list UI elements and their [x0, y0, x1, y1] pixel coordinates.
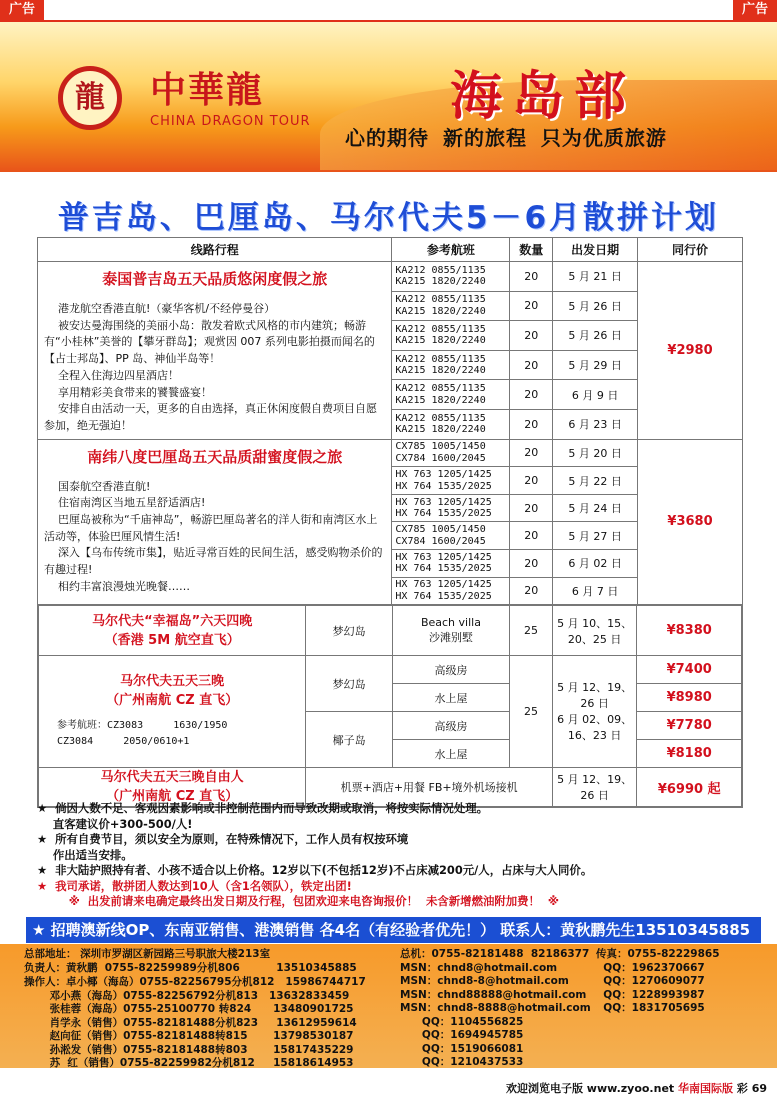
ad-label-left: 广告: [0, 0, 44, 20]
package-title: 马尔代夫五天三晚自由人: [100, 770, 244, 786]
outbound-flight: HX 763 1205/1425: [395, 496, 492, 508]
return-flight: HX 764 1535/2025: [395, 508, 492, 520]
department-title: 海岛部: [450, 66, 637, 127]
island-name: 梦幻岛: [306, 606, 392, 656]
outbound-flight: KA212 0855/1135: [395, 412, 486, 424]
maldives-5d3n-package: [39, 656, 306, 768]
date-line: 5 月 12、19、: [557, 680, 633, 694]
flight-cell: [392, 550, 510, 578]
notes-section: [37, 801, 757, 910]
departure-date: 5 月 29 日: [553, 350, 638, 380]
maldives-group: [38, 605, 743, 808]
outbound-flight: KA212 0855/1135: [395, 353, 486, 365]
package-price: ¥2980: [638, 262, 743, 440]
package-subtitle: （香港 5M 航空直飞）: [104, 632, 240, 648]
return-flight: HX 764 1535/2025: [395, 480, 492, 492]
package-price: ¥6990 起: [637, 768, 742, 807]
note-item: ※ 出发前请来电确定最终出发日期及行程，包团欢迎来电咨询报价！ 未含新增燃油附加费！ ※: [37, 894, 559, 908]
slogan: 心的期待 新的旅程 只为优质旅游: [345, 126, 667, 150]
room-type: 高级房: [392, 712, 509, 740]
flight-cell: [392, 439, 510, 467]
bali-package: [38, 439, 392, 605]
brand-name-cn: 中華龍: [150, 69, 265, 111]
flight-cell: [392, 321, 510, 351]
outbound-flight: KA212 0855/1135: [395, 383, 486, 395]
package-price: ¥8380: [637, 606, 742, 656]
table-row: [38, 605, 743, 808]
reference-flights: [39, 718, 305, 750]
return-flight: KA215 1820/2240: [395, 424, 486, 436]
hq-address: 总部地址： 深圳市罗湖区新园路三号职旅大楼213室: [24, 948, 271, 960]
package-price: ¥7400: [637, 656, 742, 684]
quantity: 20: [510, 321, 553, 351]
itinerary-table: [37, 237, 743, 808]
page-title: 普吉岛、巴厘岛、马尔代夫5－6月散拼计划: [57, 200, 720, 236]
room-type: 水上屋: [392, 684, 509, 712]
note-item: ★ 所有自费节目，须以安全为原则，在特殊情况下，工作人员有权按环境 作出适当安排。: [37, 832, 409, 862]
col-flight: 参考航班: [392, 238, 510, 262]
return-flight: KA215 1820/2240: [395, 365, 486, 377]
operators-contact: 操作人：卓小椰（海岛）0755-82256795分机812 15986744717 邓小燕（海岛）0755-82256792分机813 13632833459 张桂蓉（海岛）0755-25100770 转824 13480901725 肖学永（销售）0755-82181488分机823 13612959614 赵向征（销售）0755-82181488转815 13798530187 孙淞发（销售）0755-82181488转803 15817435229 苏 红（销售）0755-82259982分机812 15818614953: [24, 976, 366, 1069]
flight-cell: [392, 409, 510, 439]
col-date: 出发日期: [553, 238, 638, 262]
return-flight: HX 764 1535/2025: [395, 590, 492, 602]
return-flight: KA215 1820/2240: [395, 276, 486, 288]
package-description: 港龙航空香港直航!（豪华客机/不经停曼谷） 被安达曼海围绕的美丽小岛：散发着欧式风格的市内建筑；畅游有“小桂林”美誉的【攀牙群岛】；观赏因 007 系列电影拍摄而闻名的【占士邦岛】、PP 岛、神仙半岛等！ 全程入住海边四星酒店！ 享用精彩美食带来的饕餮盛宴！ 安排自由活动一天，更多的自由选择，真正休闲度假自费项目自愿参加，绝无强迫！: [44, 302, 377, 432]
date-line: 16、23 日: [567, 728, 622, 742]
date-line: 20、25 日: [567, 632, 622, 646]
outbound-flight: CX785 1005/1450: [395, 524, 486, 536]
note-item: ★ 倘因人数不足、客观因素影响或非控制范围内而导致改期或取消，将按实际情况处理。 直客建议价+300-500/人!: [37, 801, 488, 831]
return-flight: KA215 1820/2240: [395, 394, 486, 406]
recruitment-banner: ★ 招聘澳新线OP、东南亚销售、港澳销售 各4名（有经验者优先！） 联系人：黄秋鹏先生13510345885: [26, 917, 761, 943]
table-row: [39, 606, 742, 656]
quantity: 20: [510, 522, 553, 550]
room-cn: 沙滩别墅: [428, 631, 473, 645]
package-price: ¥8180: [637, 740, 742, 768]
package-price: ¥7780: [637, 712, 742, 740]
package-title: 南纬八度巴厘岛五天品质甜蜜度假之旅: [87, 447, 343, 466]
flight-cell: [392, 494, 510, 522]
footer-text: 欢迎浏览电子版 www.zyoo.net: [505, 1082, 675, 1095]
table-row: [38, 262, 743, 292]
quantity: 20: [510, 550, 553, 578]
dragon-logo-icon: 龍: [58, 66, 122, 130]
msn-contact: 总机：0755-82181488 82186377 MSN：chnd8@hotmail.com MSN：chnd8-8@hotmail.com MSN：chnd88888@hotmail.com MSN：chnd8-8888@hotmail.com QQ：1104556825 QQ：1694945785 QQ：1519066081 QQ：1210437533: [400, 948, 591, 1068]
ref-flights: CZ3083 1630/1950 CZ3084 2050/0610+1: [57, 720, 228, 748]
col-price: 同行价: [638, 238, 743, 262]
return-flight: CX784 1600/2045: [395, 452, 486, 464]
departure-date: 6 月 9 日: [553, 380, 638, 410]
package-subtitle: （广州南航 CZ 直飞）: [106, 693, 239, 709]
package-description: 国泰航空香港直航! 住宿南湾区当地五星舒适酒店! 巴厘岛被称为“千庙神岛”，畅游巴厘岛著名的洋人街和南湾区水上活动等，体验巴厘风情生活! 深入【乌布传统市集】，贴近寻常百姓的民间生活，感受购物杀价的有趣过程! 相约丰富浪漫烛光晚餐……: [44, 479, 383, 593]
maldives-happy-island-package: [39, 606, 306, 656]
package-title: 泰国普吉岛五天品质悠闲度假之旅: [102, 270, 328, 288]
departure-date: 5 月 24 日: [553, 494, 638, 522]
outbound-flight: HX 763 1205/1425: [395, 579, 492, 591]
date-line: 6 月 02、09、: [557, 712, 633, 726]
return-flight: KA215 1820/2240: [395, 335, 486, 347]
return-flight: KA215 1820/2240: [395, 305, 486, 317]
flight-cell: [392, 467, 510, 495]
departure-date: 5 月 26 日: [553, 291, 638, 321]
flight-cell: [392, 262, 510, 292]
date-line: 26 日: [580, 696, 609, 710]
package-services: 机票+酒店+用餐 FB+境外机场接机: [306, 768, 553, 807]
quantity: 25: [510, 606, 553, 656]
outbound-flight: HX 763 1205/1425: [395, 469, 492, 481]
header-banner: [0, 22, 777, 172]
brand-name-en: CHINA DRAGON TOUR: [150, 114, 311, 129]
note-item: ★ 我司承诺，散拼团人数达到10人（含1名领队），铁定出团!: [37, 878, 352, 893]
quantity: 20: [510, 409, 553, 439]
departure-date: 6 月 02 日: [553, 550, 638, 578]
outbound-flight: HX 763 1205/1425: [395, 551, 492, 563]
contact-section: [0, 944, 777, 1068]
departure-date: 5 月 20 日: [553, 439, 638, 467]
return-flight: CX784 1600/2045: [395, 535, 486, 547]
bali-group: [38, 439, 743, 605]
departure-date: 5 月 27 日: [553, 522, 638, 550]
quantity: 20: [510, 467, 553, 495]
package-title: 马尔代夫“幸福岛”六天四晚: [92, 613, 253, 629]
package-price: ¥8980: [637, 684, 742, 712]
footer-brand: 华南国际版: [678, 1082, 734, 1095]
table-header-row: [38, 238, 743, 262]
quantity: 20: [510, 291, 553, 321]
departure-date: 5 月 22 日: [553, 467, 638, 495]
room-type: [392, 606, 509, 656]
outbound-flight: CX785 1005/1450: [395, 441, 486, 453]
maldives-block: [38, 605, 743, 808]
quantity: 20: [510, 262, 553, 292]
departure-date: 6 月 7 日: [553, 577, 638, 605]
outbound-flight: KA212 0855/1135: [395, 264, 486, 276]
flight-cell: [392, 522, 510, 550]
departure-date: [552, 656, 637, 768]
island-name: 椰子岛: [306, 712, 392, 768]
date-line: 26 日: [580, 789, 609, 803]
flight-cell: [392, 291, 510, 321]
col-route: 线路行程: [38, 238, 392, 262]
outbound-flight: KA212 0855/1135: [395, 323, 486, 335]
quantity: 20: [510, 380, 553, 410]
quantity: 20: [510, 494, 553, 522]
footer: [0, 1078, 777, 1100]
package-price: ¥3680: [638, 439, 743, 605]
qq-contact: 传真：0755-82229865 QQ：1962370667 QQ：1270609077 QQ：1228993987 QQ：1831705695: [596, 948, 720, 1014]
island-name: 梦幻岛: [306, 656, 392, 712]
manager-contact: 负责人：黄秋鹏 0755-82259989分机806 13510345885: [24, 962, 357, 974]
departure-date: 5 月 26 日: [553, 321, 638, 351]
note-item: ★ 非大陆护照持有者、小孩不适合以上价格。12岁以下(不包括12岁)不占床减200元/人，占床与大人同价。: [37, 863, 593, 877]
page-number: 彩 69: [736, 1082, 767, 1095]
return-flight: HX 764 1535/2025: [395, 563, 492, 575]
phuket-group: [38, 262, 743, 440]
ref-label: 参考航班：: [57, 720, 107, 732]
table-row: [39, 656, 742, 684]
departure-date: [552, 606, 637, 656]
room-type: 高级房: [392, 656, 509, 684]
quantity: 20: [510, 350, 553, 380]
flight-cell: [392, 350, 510, 380]
ad-label-right: 广告: [733, 0, 777, 20]
flight-cell: [392, 380, 510, 410]
quantity: 25: [510, 656, 553, 768]
date-line: 5 月 10、15、: [557, 616, 633, 630]
departure-date: 6 月 23 日: [553, 409, 638, 439]
table-row: [38, 439, 743, 467]
date-line: 5 月 12、19、: [557, 773, 633, 787]
room-type: 水上屋: [392, 740, 509, 768]
col-qty: 数量: [510, 238, 553, 262]
flight-cell: [392, 577, 510, 605]
package-subtitle: （广州南航 CZ 直飞）: [106, 789, 239, 805]
phuket-package: [38, 262, 392, 440]
quantity: 20: [510, 439, 553, 467]
package-title: 马尔代夫五天三晚: [120, 674, 225, 690]
departure-date: 5 月 21 日: [553, 262, 638, 292]
maldives-table: [38, 605, 742, 807]
room-en: Beach villa: [420, 616, 481, 630]
outbound-flight: KA212 0855/1135: [395, 294, 486, 306]
quantity: 20: [510, 577, 553, 605]
